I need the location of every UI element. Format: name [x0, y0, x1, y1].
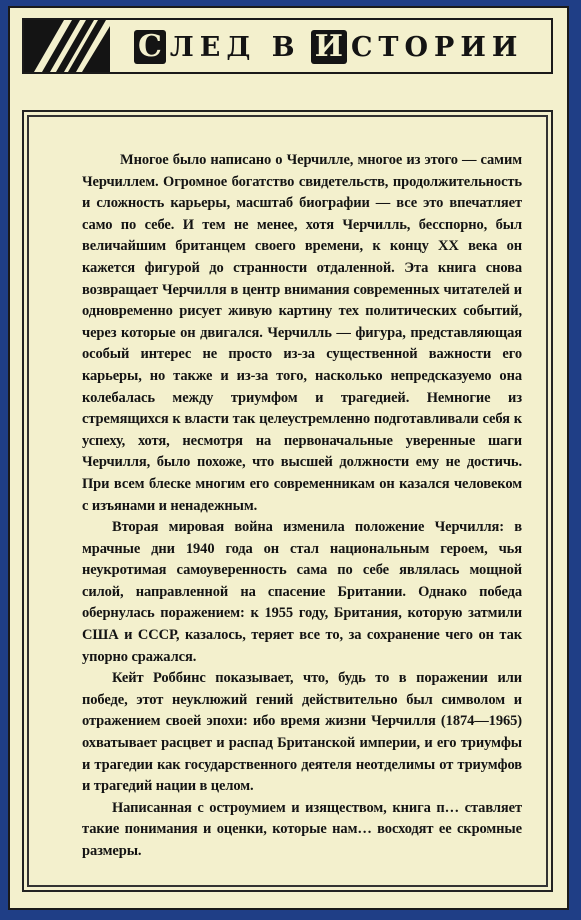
paragraph-1: Многое было написано о Черчилле, многое из этого — самим Черчиллем. Огромное богатство свидетельств, продолжительность и сложность карьеры, масштаб биографии — все это впечатляет само по себе. И тем не менее, хотя Черчилль, бесспорно, был величайшим британцем своего времени, к концу XX века он кажется фигурой до странности отдаленной. Эта книга снова возвращает Черчилля в центр внимания современных читателей и одновременно рисует живую картину тех политических событий, через которые он двигался. Черчилль — фигура, представляющая особый интерес не просто из-за существенной важности его карьеры, но также и из-за того, насколько непредсказуемо она колебалась между триумфом и трагедией. Немногие из стремящихся к власти так целеустремленно подготавливали себя к успеху, хотя, несмотря на первоначальные уверенные шаги Черчилля, было похоже, что высшей должности ему не достичь. При всем блеске многим его современникам он казался человеком с изъянами и ненадежным. [82, 152, 522, 514]
paragraph-2: Вторая мировая война изменила положение Черчилля: в мрачные дни 1940 года он стал национальным героем, чья неукротимая самоуверенность сама по себе являлась мощной силой, направленной на спасение Британии. Однако победа обернулась поражением: к 1955 году, Британия, которую затмили США и СССР, казалось, теряет все то, за сохранение чего он так упорно сражался. [82, 519, 522, 665]
title-word-istorii: СТОРИИ [350, 31, 524, 63]
series-header [22, 18, 553, 74]
paragraph-3: Кейт Роббинс показывает, что, будь то в поражении или победе, этот неуклюжий гений действительно был символом и отражением своей эпохи: ибо время жизни Черчилля (1874—1965) охватывает расцвет и распад Британской империи, и его триумфы и трагедии как государственного деятеля неотделимы от триумфов и трагедий нации в целом. [82, 670, 522, 795]
title-word-sled: ЛЕД В [169, 31, 301, 63]
diagonal-stripes-logo-icon [24, 20, 110, 72]
title-initial-s: С [134, 30, 166, 64]
annotation-text [82, 150, 522, 863]
paragraph-4: Написанная с остроумием и изяществом, книга п… ставляет такие понимания и оценки, которые нам… восходят ее скромные размеры. [82, 799, 522, 859]
series-title [134, 26, 523, 68]
title-initial-i: И [311, 30, 347, 64]
